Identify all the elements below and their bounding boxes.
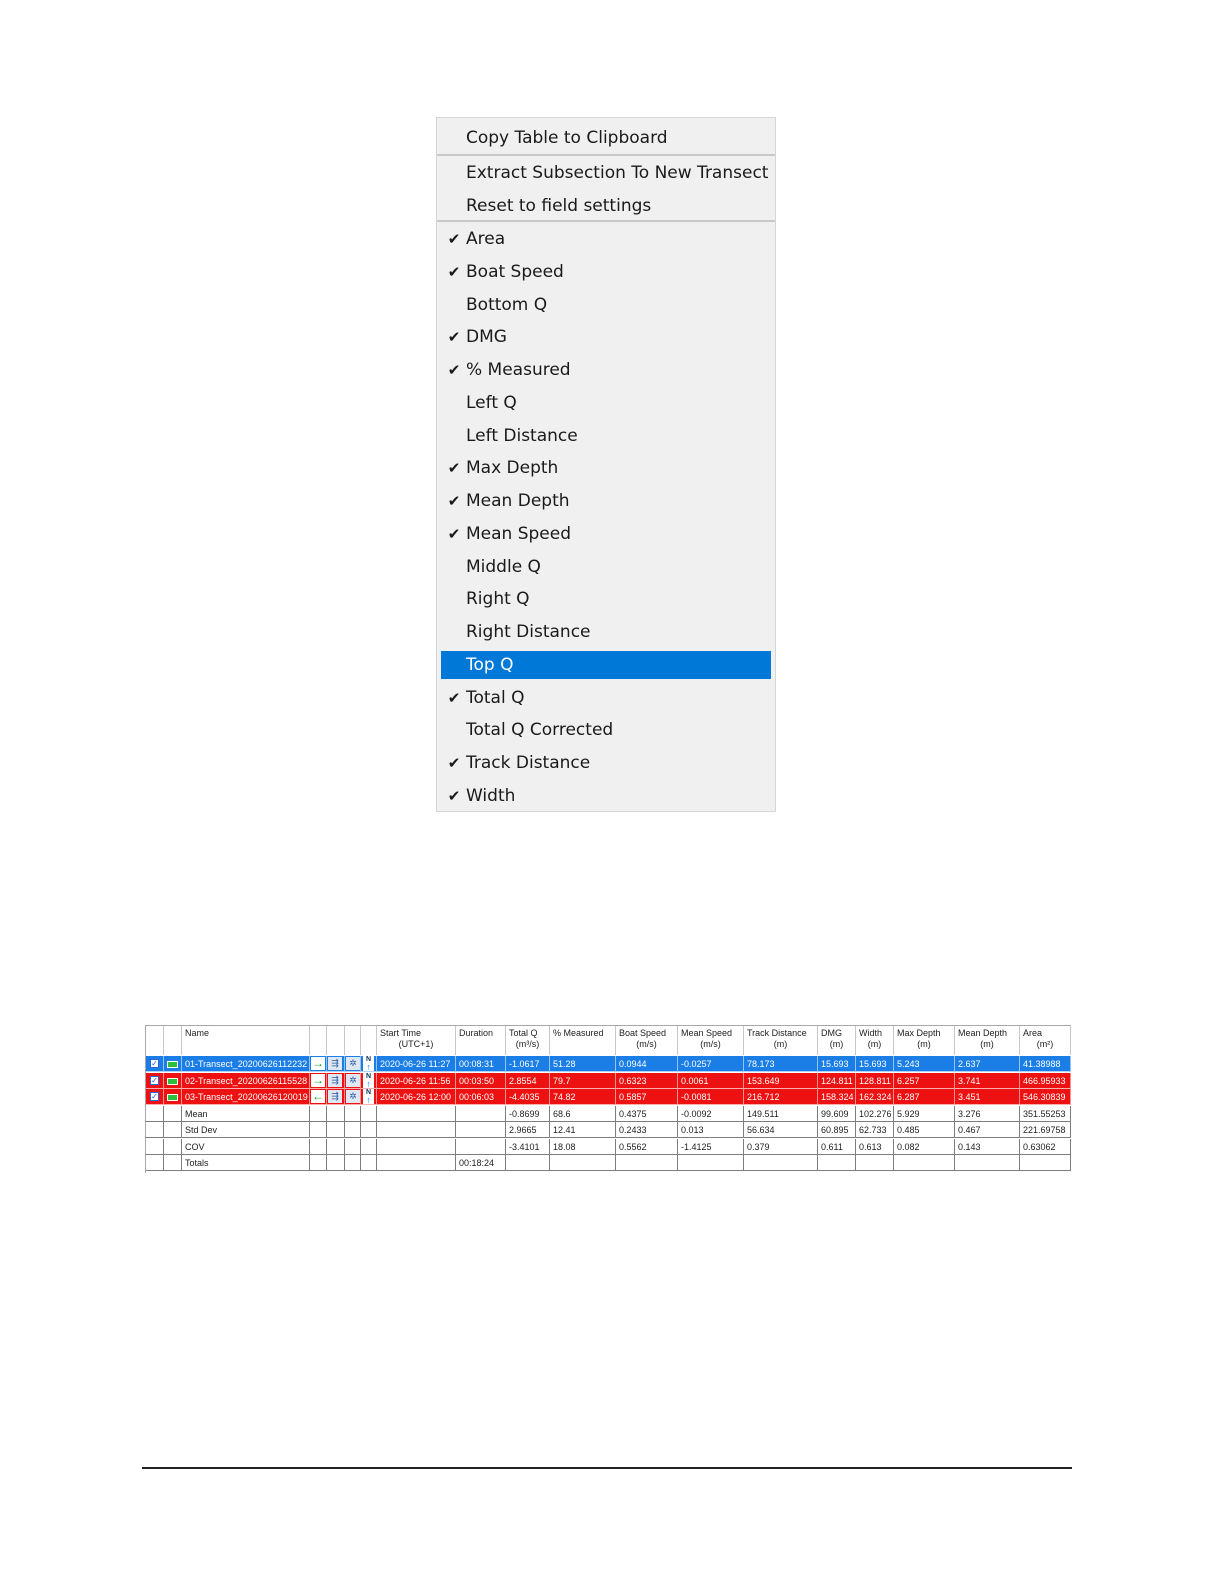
header-title: Track Distance [747,1028,807,1038]
cell-track-distance: 56.634 [744,1122,818,1138]
cell-width: 162.324 [856,1089,894,1105]
cell-mean-depth: 3.276 [955,1106,1020,1122]
cell-mean-depth: 3.741 [955,1073,1020,1089]
cell-north [361,1073,377,1089]
cell-boat-speed: 0.4375 [616,1106,678,1122]
checkmark-icon: ✔ [447,263,461,281]
cell-mean-depth: 0.143 [955,1139,1020,1155]
menu-item-label: Width [466,786,516,806]
menu-item-bottom-q[interactable] [441,291,771,319]
cell-check [146,1073,164,1089]
header-title: Max Depth [897,1028,941,1038]
cell-dir [310,1089,327,1105]
transect-settings-icon[interactable]: ⇶ [328,1090,342,1103]
menu-item-label: Boat Speed [466,262,564,282]
menu-item-label: Mean Depth [466,491,570,511]
header-title: Name [185,1028,210,1038]
cell-measured: 74.82 [550,1089,616,1105]
cell-total-q: -1.0617 [506,1056,550,1072]
header-unit: (m/s) [700,1039,721,1049]
menu-item-mean-speed[interactable] [441,520,771,548]
cell-flag [164,1122,182,1138]
cell-ib [345,1106,361,1122]
page-footer-rule [142,1467,1072,1469]
cell-area: 351.55253 [1020,1106,1071,1122]
menu-item-boat-speed[interactable] [441,258,771,286]
header-title: Width [859,1028,883,1038]
cell-ib [345,1056,361,1072]
cell-north [361,1106,377,1122]
header-unit: (m) [829,1039,844,1049]
header-title: Start Time [380,1028,422,1038]
menu-item-mean-depth[interactable] [441,487,771,515]
cell-dir [310,1139,327,1155]
column-header-blank [327,1026,345,1055]
cell-max-depth: 5.929 [894,1106,955,1122]
menu-item-label: Max Depth [466,458,559,478]
cell-ia [327,1106,345,1122]
column-header-blank [164,1026,182,1055]
cell-measured: 12.41 [550,1122,616,1138]
cell-max-depth: 0.485 [894,1122,955,1138]
column-header-blank [345,1026,361,1055]
cell-total-q [506,1155,550,1171]
cell-dir [310,1122,327,1138]
cell-boat-speed: 0.0944 [616,1056,678,1072]
cell-start [377,1155,456,1171]
checkmark-icon: ✔ [447,689,461,707]
menu-item-label: Top Q [466,655,514,675]
menu-separator [437,154,775,156]
menu-item-right-distance[interactable] [441,618,771,646]
cell-name: COV [182,1139,310,1155]
cell-total-q: -3.4101 [506,1139,550,1155]
cell-dmg [818,1155,856,1171]
table-row-stat [146,1122,1071,1138]
menu-item-left-distance[interactable] [441,422,771,450]
header-title: Mean Depth [958,1028,1008,1038]
column-header-track-distance[interactable] [744,1026,818,1055]
checkmark-icon: ✔ [447,328,461,346]
cell-ia [327,1139,345,1155]
cell-max-depth: 5.243 [894,1056,955,1072]
cell-start [377,1106,456,1122]
menu-item-label: Bottom Q [466,295,548,315]
menu-item-label: Right Distance [466,622,591,642]
cell-width: 15.693 [856,1056,894,1072]
cell-ia [327,1073,345,1089]
header-unit: (m³/s) [515,1039,540,1049]
cell-dmg: 0.611 [818,1139,856,1155]
cell-track-distance: 153.649 [744,1073,818,1089]
cell-duration: 00:06:03 [456,1089,506,1105]
menu-item-top-q[interactable] [441,651,771,679]
menu-item-total-q[interactable] [441,684,771,712]
column-header-mean-depth[interactable] [955,1026,1020,1055]
column-header-dmg[interactable] [818,1026,856,1055]
cell-north [361,1089,377,1105]
column-header-max-depth[interactable] [894,1026,955,1055]
header-unit: (m) [917,1039,931,1049]
table-row-stat [146,1139,1071,1155]
cell-measured: 68.6 [550,1106,616,1122]
column-header-blank [146,1026,164,1055]
cell-check [146,1089,164,1105]
cell-width: 102.276 [856,1106,894,1122]
cell-name: 02-Transect_20200626115528 [182,1073,310,1089]
cell-start [377,1122,456,1138]
cell-ia [327,1155,345,1171]
cell-dir [310,1073,327,1089]
menu-item-left-q[interactable] [441,389,771,417]
header-unit: (m) [867,1039,882,1049]
cell-boat-speed: 0.5562 [616,1139,678,1155]
cell-boat-speed: 0.6323 [616,1073,678,1089]
table-row-totals [146,1155,1071,1171]
header-title: Mean Speed [681,1028,733,1038]
cell-boat-speed: 0.5857 [616,1089,678,1105]
cell-mean-speed [678,1155,744,1171]
menu-item-copy-table-to-clipboard[interactable] [441,124,771,152]
cell-measured: 79.7 [550,1073,616,1089]
menu-item-label: Area [466,229,506,249]
cell-total-q: -4.4035 [506,1089,550,1105]
north-arrow-icon: N ↑ [363,1073,374,1088]
menu-item-label: Middle Q [466,557,541,577]
cell-duration [456,1122,506,1138]
column-header-start-time[interactable] [377,1026,456,1055]
cell-ib [345,1139,361,1155]
menu-item-label: Mean Speed [466,524,572,544]
column-header-width[interactable] [856,1026,894,1055]
header-title: Boat Speed [619,1028,667,1038]
row-checkbox[interactable]: ✓ [151,1059,158,1068]
column-header-blank [310,1026,327,1055]
header-unit: (m) [773,1039,788,1049]
cell-start: 2020-06-26 11:27 [377,1056,456,1072]
cell-north [361,1139,377,1155]
column-header-mean-speed[interactable] [678,1026,744,1055]
cell-check [146,1155,164,1171]
column-header-area[interactable] [1020,1026,1071,1055]
cell-mean-speed: -0.0257 [678,1056,744,1072]
cell-flag [164,1073,182,1089]
table-row[interactable] [146,1089,1071,1105]
cell-measured: 18.08 [550,1139,616,1155]
menu-item-label: Track Distance [466,753,591,773]
cell-name: Mean [182,1106,310,1122]
cell-dmg: 15.693 [818,1056,856,1072]
cell-north [361,1155,377,1171]
row-checkbox[interactable]: ✓ [151,1092,158,1101]
cell-check [146,1122,164,1138]
menu-item-right-q[interactable] [441,585,771,613]
cell-mean-depth [955,1155,1020,1171]
direction-arrow-icon: → [312,1072,324,1087]
cell-area [1020,1155,1071,1171]
menu-item-label: DMG [466,327,507,347]
column-header-name[interactable] [182,1026,310,1055]
column-context-menu [436,117,776,812]
cell-flag [164,1089,182,1105]
flag-icon [167,1078,178,1085]
menu-item-middle-q[interactable] [441,553,771,581]
cell-name: Totals [182,1155,310,1171]
cell-ib [345,1089,361,1105]
cell-track-distance: 149.511 [744,1106,818,1122]
cell-dmg: 99.609 [818,1106,856,1122]
cell-mean-depth: 2.637 [955,1056,1020,1072]
table-row[interactable] [146,1073,1071,1089]
cell-dmg: 158.324 [818,1089,856,1105]
menu-item-label: Total Q Corrected [466,720,614,740]
flag-icon [167,1061,178,1068]
menu-item-label: Left Q [466,393,517,413]
checkmark-icon: ✔ [447,459,461,477]
header-unit: (m/s) [636,1039,657,1049]
cell-flag [164,1155,182,1171]
menu-item-reset-to-field-settings[interactable] [441,192,771,220]
cell-dmg: 124.811 [818,1073,856,1089]
cell-track-distance: 216.712 [744,1089,818,1105]
column-header-boat-speed[interactable] [616,1026,678,1055]
menu-item-width[interactable] [441,782,771,810]
flag-icon [167,1094,178,1101]
cell-ib [345,1155,361,1171]
cell-mean-depth: 3.451 [955,1089,1020,1105]
checkmark-icon: ✔ [447,492,461,510]
transect-settings-icon[interactable]: ⇶ [328,1074,342,1087]
cell-flag [164,1139,182,1155]
row-checkbox[interactable]: ✓ [151,1075,158,1085]
cell-name: 01-Transect_20200626112232 [182,1056,310,1072]
snowflake-icon[interactable]: ✲ [346,1057,360,1070]
header-title: % Measured [553,1028,604,1038]
cell-mean-depth: 0.467 [955,1122,1020,1138]
cell-start [377,1139,456,1155]
cell-north [361,1056,377,1072]
cell-duration [456,1106,506,1122]
direction-arrow-icon: ← [312,1089,324,1103]
cell-start: 2020-06-26 12:00 [377,1089,456,1105]
cell-mean-speed: -1.4125 [678,1139,744,1155]
menu-item-measured[interactable] [441,356,771,384]
cell-check [146,1056,164,1072]
cell-area: 0.63062 [1020,1139,1071,1155]
cell-ib [345,1073,361,1089]
cell-boat-speed [616,1155,678,1171]
cell-total-q: 2.9665 [506,1122,550,1138]
menu-item-label: Total Q [466,688,525,708]
cell-dir [310,1155,327,1171]
cell-name: Std Dev [182,1122,310,1138]
cell-dir [310,1106,327,1122]
header-title: Duration [459,1028,494,1038]
cell-mean-speed: -0.0081 [678,1089,744,1105]
cell-track-distance: 0.379 [744,1139,818,1155]
menu-item-extract-subsection-to-new-transect[interactable] [441,159,771,187]
north-arrow-icon: N ↑ [363,1056,374,1071]
menu-item-label: % Measured [466,360,571,380]
menu-item-label: Copy Table to Clipboard [466,128,668,148]
cell-ia [327,1122,345,1138]
cell-flag [164,1056,182,1072]
table-row[interactable] [146,1056,1071,1072]
menu-item-dmg[interactable] [441,323,771,351]
checkmark-icon: ✔ [447,361,461,379]
cell-ib [345,1122,361,1138]
snowflake-icon[interactable]: ✲ [346,1074,360,1087]
cell-max-depth [894,1155,955,1171]
north-arrow-icon: N ↑ [363,1089,374,1104]
menu-item-label: Reset to field settings [466,196,652,216]
cell-check [146,1139,164,1155]
menu-item-label: Left Distance [466,426,578,446]
cell-dir [310,1056,327,1072]
menu-separator [437,220,775,222]
menu-item-label: Right Q [466,589,530,609]
cell-name: 03-Transect_20200626120019 [182,1089,310,1105]
cell-measured: 51.28 [550,1056,616,1072]
cell-width: 62.733 [856,1122,894,1138]
cell-area: 546.30839 [1020,1089,1071,1105]
cell-max-depth: 6.257 [894,1073,955,1089]
cell-mean-speed: -0.0092 [678,1106,744,1122]
checkmark-icon: ✔ [447,230,461,248]
cell-area: 221.69758 [1020,1122,1071,1138]
cell-ia [327,1056,345,1072]
cell-track-distance [744,1155,818,1171]
header-title: Total Q [509,1028,538,1038]
column-header-duration[interactable] [456,1026,506,1055]
cell-north [361,1122,377,1138]
menu-item-max-depth[interactable] [441,454,771,482]
cell-area: 41.38988 [1020,1056,1071,1072]
checkmark-icon: ✔ [447,754,461,772]
menu-item-track-distance[interactable] [441,749,771,777]
cell-duration: 00:18:24 [456,1155,506,1171]
checkmark-icon: ✔ [447,525,461,543]
cell-track-distance: 78.173 [744,1056,818,1072]
cell-duration: 00:03:50 [456,1073,506,1089]
cell-boat-speed: 0.2433 [616,1122,678,1138]
cell-area: 466.95933 [1020,1073,1071,1089]
cell-mean-speed: 0.013 [678,1122,744,1138]
cell-total-q: 2.8554 [506,1073,550,1089]
menu-item-label: Extract Subsection To New Transect [466,163,769,183]
header-unit: (m²) [1036,1039,1054,1049]
snowflake-icon[interactable]: ✲ [346,1090,360,1103]
header-title: DMG [821,1028,842,1038]
cell-width: 128.811 [856,1073,894,1089]
menu-item-total-q-corrected[interactable] [441,716,771,744]
header-title: Area [1023,1028,1043,1038]
column-header-measured[interactable] [550,1026,616,1055]
table-row-stat [146,1106,1071,1122]
cell-total-q: -0.8699 [506,1106,550,1122]
cell-max-depth: 0.082 [894,1139,955,1155]
cell-flag [164,1106,182,1122]
cell-dmg: 60.895 [818,1122,856,1138]
column-header-blank [361,1026,377,1055]
cell-width: 0.613 [856,1139,894,1155]
checkmark-icon: ✔ [447,787,461,805]
cell-width [856,1155,894,1171]
cell-duration [456,1139,506,1155]
cell-duration: 00:08:31 [456,1056,506,1072]
menu-item-area[interactable] [441,225,771,253]
transect-settings-icon[interactable]: ⇶ [328,1057,342,1070]
transect-summary-table [145,1025,1071,1173]
cell-max-depth: 6.287 [894,1089,955,1105]
cell-measured [550,1155,616,1171]
cell-check [146,1106,164,1122]
column-header-total-q[interactable] [506,1026,550,1055]
header-unit: (UTC+1) [398,1039,434,1049]
cell-mean-speed: 0.0061 [678,1073,744,1089]
cell-ia [327,1089,345,1105]
header-unit: (m) [980,1039,994,1049]
cell-start: 2020-06-26 11:56 [377,1073,456,1089]
table-header-row [146,1026,1071,1055]
direction-arrow-icon: → [312,1056,324,1070]
